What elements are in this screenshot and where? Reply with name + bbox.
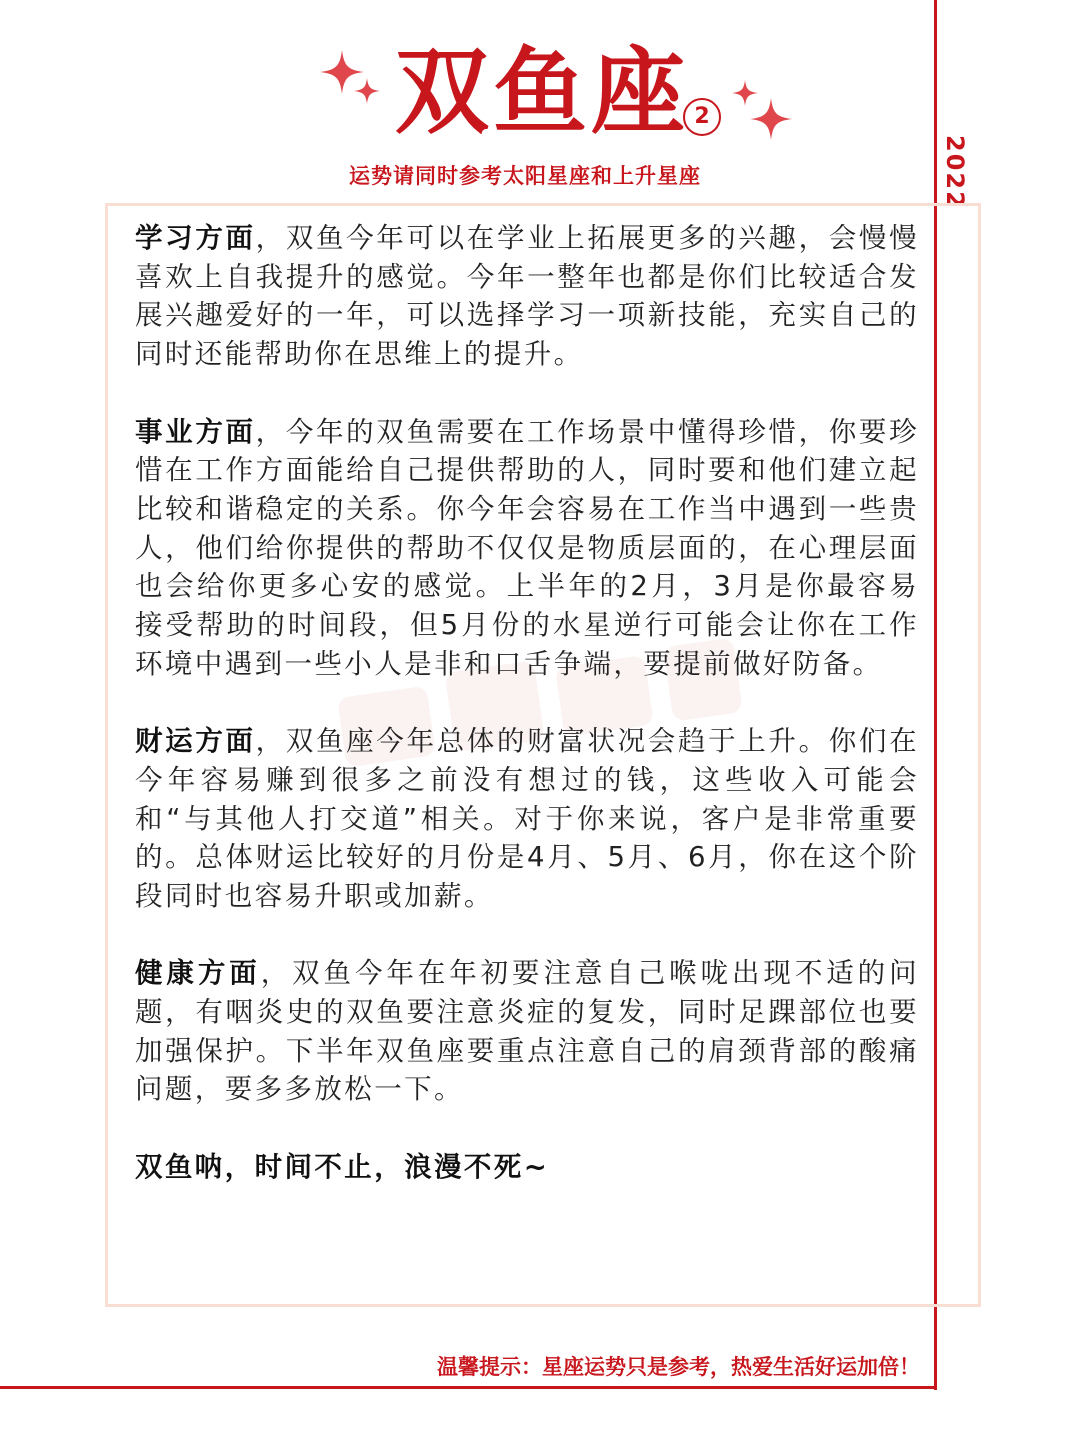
year-label: 2022	[941, 135, 969, 210]
sparkle-icon	[750, 98, 792, 140]
section-career	[135, 413, 919, 684]
page-subtitle: 运势请同时参考太阳星座和上升星座	[349, 164, 701, 188]
section-heading: 学习方面	[135, 222, 256, 254]
section-heading: 财运方面	[135, 725, 256, 758]
section-heading: 健康方面	[135, 957, 261, 990]
sparkle-icon	[354, 78, 380, 104]
title-number-badge: 2	[683, 98, 721, 136]
section-body: ，今年的双鱼需要在工作场景中懂得珍惜，你要珍惜在工作方面能给自己提供帮助的人，同时要和他们建立起比较和谐稳定的关系。你今年会容易在工作当中遇到一些贵人，他们给你提供的帮助不仅仅是物质层面的，在心理层面也会给你更多心安的感觉。上半年的2月，3月是你最容易接受帮助的时间段，但5月份的水星逆行可能会让你在工作环境中遇到一些小人是非和口舌争端，要提前做好防备。	[135, 415, 919, 680]
footer-tip: 温馨提示：星座运势只是参考，热爱生活好运加倍！	[437, 1355, 920, 1379]
section-body: ，双鱼今年在年初要注意自己喉咙出现不适的问题，有咽炎史的双鱼要注意炎症的复发，同时足踝部位也要加强保护。下半年双鱼座要重点注意自己的肩颈背部的酸痛问题，要多多放松一下。	[135, 957, 919, 1106]
section-heading: 事业方面	[135, 415, 256, 448]
fortune-text	[135, 219, 919, 1187]
section-body: ，双鱼座今年总体的财富状况会趋于上升。你们在今年容易赚到很多之前没有想过的钱，这些收入可能会和“与其他人打交道”相关。对于你来说，客户是非常重要的。总体财运比较好的月份是4月、5月、6月，你在这个阶段同时也容易升职或加薪。	[135, 725, 919, 912]
frame-bottom-line	[0, 1386, 937, 1389]
section-wealth	[135, 722, 919, 916]
section-body: ，双鱼今年可以在学业上拓展更多的兴趣，会慢慢喜欢上自我提升的感觉。今年一整年也都是你们比较适合发展兴趣爱好的一年，可以选择学习一项新技能，充实自己的同时还能帮助你在思维上的提升。	[135, 222, 919, 371]
closing-line: 双鱼呐，时间不止，浪漫不死~	[135, 1150, 550, 1183]
page-title: 双鱼座	[395, 38, 690, 147]
section-study	[135, 219, 919, 374]
section-health	[135, 954, 919, 1109]
